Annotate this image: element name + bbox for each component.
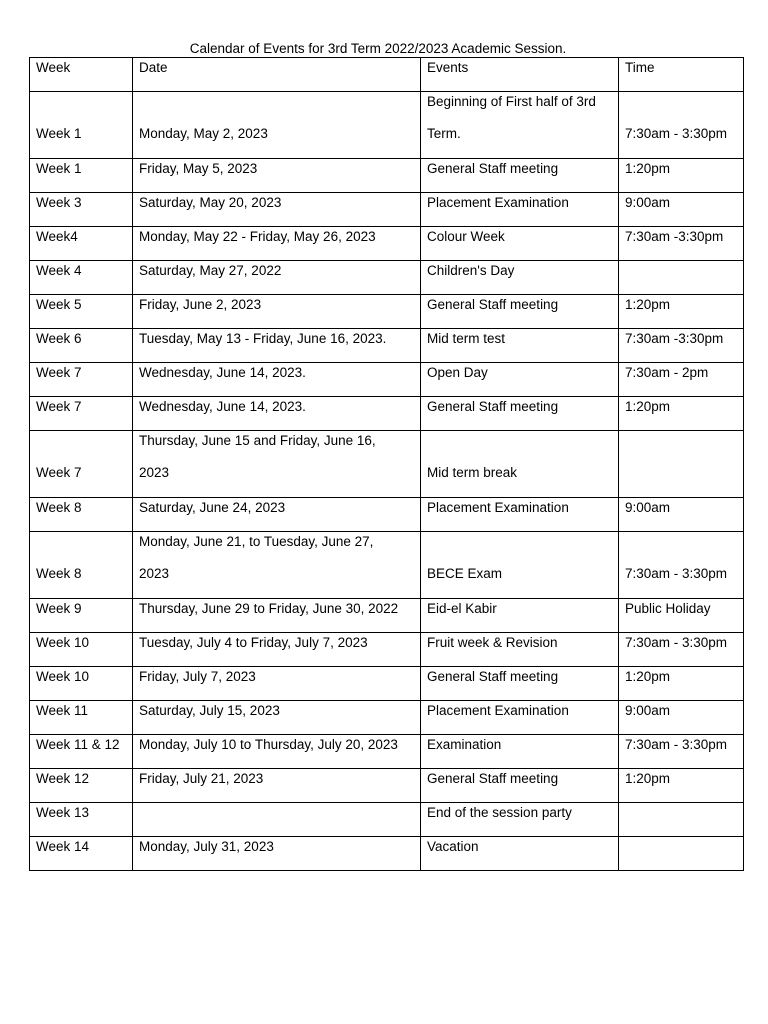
- table-row: [30, 431, 744, 498]
- event-cell: Open Day: [421, 363, 619, 397]
- event-cell: Vacation: [421, 837, 619, 871]
- table-row: [30, 498, 744, 532]
- time-cell: [619, 431, 744, 498]
- week-cell: Week 11 & 12: [30, 735, 133, 769]
- week-cell: Week 13: [30, 803, 133, 837]
- table-row: [30, 329, 744, 363]
- week-cell: Week 7: [30, 431, 133, 498]
- event-cell: Placement Examination: [421, 701, 619, 735]
- event-cell: Placement Examination: [421, 498, 619, 532]
- time-cell: 9:00am: [619, 701, 744, 735]
- time-cell: [619, 803, 744, 837]
- table-row: [30, 599, 744, 633]
- event-cell: End of the session party: [421, 803, 619, 837]
- week-cell: Week 3: [30, 193, 133, 227]
- time-cell: 1:20pm: [619, 769, 744, 803]
- date-cell: Friday, May 5, 2023: [133, 159, 421, 193]
- date-cell: Tuesday, July 4 to Friday, July 7, 2023: [133, 633, 421, 667]
- date-cell: Monday, July 31, 2023: [133, 837, 421, 871]
- header-week: Week: [30, 58, 133, 92]
- table-row: [30, 803, 744, 837]
- event-cell: BECE Exam: [421, 532, 619, 599]
- time-cell: 7:30am - 3:30pm: [619, 92, 744, 159]
- table-row: [30, 397, 744, 431]
- event-cell: Mid term break: [421, 431, 619, 498]
- date-cell: Tuesday, May 13 - Friday, June 16, 2023.: [133, 329, 421, 363]
- time-cell: [619, 837, 744, 871]
- table-row: [30, 159, 744, 193]
- date-cell: Wednesday, June 14, 2023.: [133, 363, 421, 397]
- event-cell: General Staff meeting: [421, 159, 619, 193]
- time-cell: 1:20pm: [619, 295, 744, 329]
- header-events: Events: [421, 58, 619, 92]
- date-cell: Saturday, May 27, 2022: [133, 261, 421, 295]
- table-row: [30, 532, 744, 599]
- header-time: Time: [619, 58, 744, 92]
- events-table: [29, 57, 744, 871]
- table-row: [30, 667, 744, 701]
- week-cell: Week 8: [30, 498, 133, 532]
- time-cell: 9:00am: [619, 498, 744, 532]
- table-header-row: [30, 58, 744, 92]
- time-cell: 7:30am -3:30pm: [619, 227, 744, 261]
- event-cell: General Staff meeting: [421, 667, 619, 701]
- header-date: Date: [133, 58, 421, 92]
- page-title: Calendar of Events for 3rd Term 2022/2023 Academic Session.: [189, 41, 567, 56]
- table-row: [30, 837, 744, 871]
- time-cell: 7:30am - 3:30pm: [619, 532, 744, 599]
- week-cell: Week 5: [30, 295, 133, 329]
- table-row: [30, 363, 744, 397]
- week-cell: Week 7: [30, 363, 133, 397]
- event-cell: Beginning of First half of 3rd Term.: [421, 92, 619, 159]
- event-cell: Colour Week: [421, 227, 619, 261]
- table-row: [30, 769, 744, 803]
- event-cell: General Staff meeting: [421, 295, 619, 329]
- week-cell: Week 10: [30, 667, 133, 701]
- time-cell: Public Holiday: [619, 599, 744, 633]
- date-cell: Monday, May 2, 2023: [133, 92, 421, 159]
- date-cell: Friday, June 2, 2023: [133, 295, 421, 329]
- event-cell: General Staff meeting: [421, 397, 619, 431]
- week-cell: Week 6: [30, 329, 133, 363]
- event-cell: Mid term test: [421, 329, 619, 363]
- date-cell: Thursday, June 15 and Friday, June 16, 2023: [133, 431, 421, 498]
- table-row: [30, 295, 744, 329]
- date-cell: Friday, July 21, 2023: [133, 769, 421, 803]
- time-cell: 1:20pm: [619, 397, 744, 431]
- date-cell: Saturday, June 24, 2023: [133, 498, 421, 532]
- week-cell: Week 9: [30, 599, 133, 633]
- time-cell: 1:20pm: [619, 159, 744, 193]
- week-cell: Week 11: [30, 701, 133, 735]
- date-cell: Thursday, June 29 to Friday, June 30, 2022: [133, 599, 421, 633]
- date-cell: Monday, May 22 - Friday, May 26, 2023: [133, 227, 421, 261]
- table-row: [30, 735, 744, 769]
- week-cell: Week 12: [30, 769, 133, 803]
- time-cell: 7:30am -3:30pm: [619, 329, 744, 363]
- week-cell: Week 7: [30, 397, 133, 431]
- table-row: [30, 261, 744, 295]
- date-cell: Saturday, May 20, 2023: [133, 193, 421, 227]
- time-cell: 7:30am - 3:30pm: [619, 735, 744, 769]
- table-row: [30, 701, 744, 735]
- date-cell: Monday, June 21, to Tuesday, June 27, 2023: [133, 532, 421, 599]
- event-cell: Children's Day: [421, 261, 619, 295]
- table-row: [30, 633, 744, 667]
- date-cell: Monday, July 10 to Thursday, July 20, 2023: [133, 735, 421, 769]
- date-cell: Saturday, July 15, 2023: [133, 701, 421, 735]
- date-cell: Wednesday, June 14, 2023.: [133, 397, 421, 431]
- week-cell: Week 1: [30, 159, 133, 193]
- week-cell: Week 1: [30, 92, 133, 159]
- week-cell: Week 4: [30, 261, 133, 295]
- event-cell: Placement Examination: [421, 193, 619, 227]
- time-cell: 7:30am - 3:30pm: [619, 633, 744, 667]
- table-row: [30, 193, 744, 227]
- week-cell: Week 14: [30, 837, 133, 871]
- date-cell: Friday, July 7, 2023: [133, 667, 421, 701]
- event-cell: Examination: [421, 735, 619, 769]
- week-cell: Week 8: [30, 532, 133, 599]
- time-cell: 1:20pm: [619, 667, 744, 701]
- table-row: [30, 227, 744, 261]
- event-cell: Fruit week & Revision: [421, 633, 619, 667]
- date-cell: [133, 803, 421, 837]
- event-cell: General Staff meeting: [421, 769, 619, 803]
- week-cell: Week 10: [30, 633, 133, 667]
- table-row: [30, 92, 744, 159]
- time-cell: 9:00am: [619, 193, 744, 227]
- time-cell: 7:30am - 2pm: [619, 363, 744, 397]
- week-cell: Week4: [30, 227, 133, 261]
- event-cell: Eid-el Kabir: [421, 599, 619, 633]
- time-cell: [619, 261, 744, 295]
